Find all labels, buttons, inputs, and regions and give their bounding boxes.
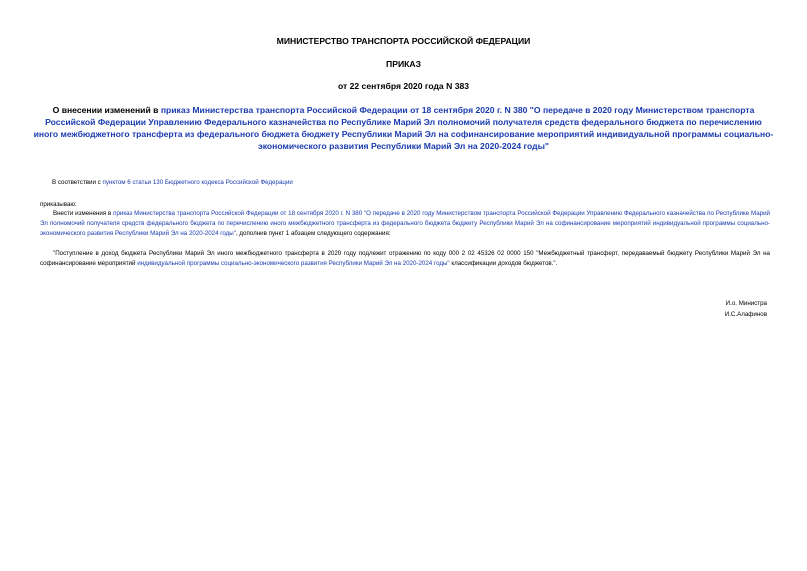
amendment-paragraph: [40, 209, 770, 239]
document-title: [32, 104, 775, 152]
para1-suffix: , дополнив пункт 1 абзацем следующего содержания:: [235, 230, 391, 237]
para2-suffix: классификации доходов бюджетов.".: [449, 260, 558, 267]
document-type: ПРИКАЗ: [386, 59, 421, 69]
para1-prefix: Внести изменения в: [53, 210, 114, 217]
para2-prefix: "Поступление в доход бюджета Республики Марий Эл иного межбюджетного трансферта в 2020 году подлежит отражению по коду 000 2 02 45326 02 0000 150 "Межбюджетный трансферт, передаваемый бюджету Республики Марий Эл на софинансирование мероприятий: [40, 250, 770, 267]
basis-prefix: В соответствии с: [52, 179, 103, 186]
basis-paragraph: [52, 178, 752, 188]
signatory-name: И.С.Алафинов: [724, 311, 767, 318]
quoted-paragraph: [40, 249, 770, 269]
order-word: приказываю:: [40, 201, 77, 208]
basis-link[interactable]: пунктом 6 статьи 130 Бюджетного кодекса Российской Федерации: [102, 179, 293, 186]
document-date: от 22 сентября 2020 года N 383: [337, 81, 470, 91]
title-link[interactable]: приказ Министерства транспорта Российской Федерации от 18 сентября 2020 г. N 380 "О передаче в 2020 году Министерством транспорта Российской Федерации Управлению Федерального казначейства по Республике Марий Эл полномочий получателя средств федерального бюджета по перечислению иного межбюджетного трансферта из федерального бюджета бюджету Республики Марий Эл на софинансирование мероприятий индивидуальной программы социально-экономического развития Республики Марий Эл на 2020-2024 годы": [33, 105, 774, 151]
ministry-name: МИНИСТЕРСТВО ТРАНСПОРТА РОССИЙСКОЙ ФЕДЕРАЦИИ: [276, 36, 531, 46]
signatory-position: И.о. Министра: [725, 300, 767, 307]
para2-link[interactable]: индивидуальной программы социально-экономического развития Республики Марий Эл на 2020-2024 годы": [137, 260, 450, 267]
title-prefix: О внесении изменений в: [52, 105, 161, 115]
para1-link[interactable]: приказ Министерства транспорта Российской Федерации от 18 сентября 2020 г. N 380 "О передаче в 2020 году Министерством транспорта Российской Федерации Управлению Федерального казначейства по Республике Марий Эл полномочий получателя средств федерального бюджета по перечислению иного межбюджетного трансферта из федерального бюджета бюджету Республики Марий Эл на софинансирование мероприятий индивидуальной программы социально-экономического развития Республики Марий Эл на 2020-2024 годы": [40, 210, 770, 237]
